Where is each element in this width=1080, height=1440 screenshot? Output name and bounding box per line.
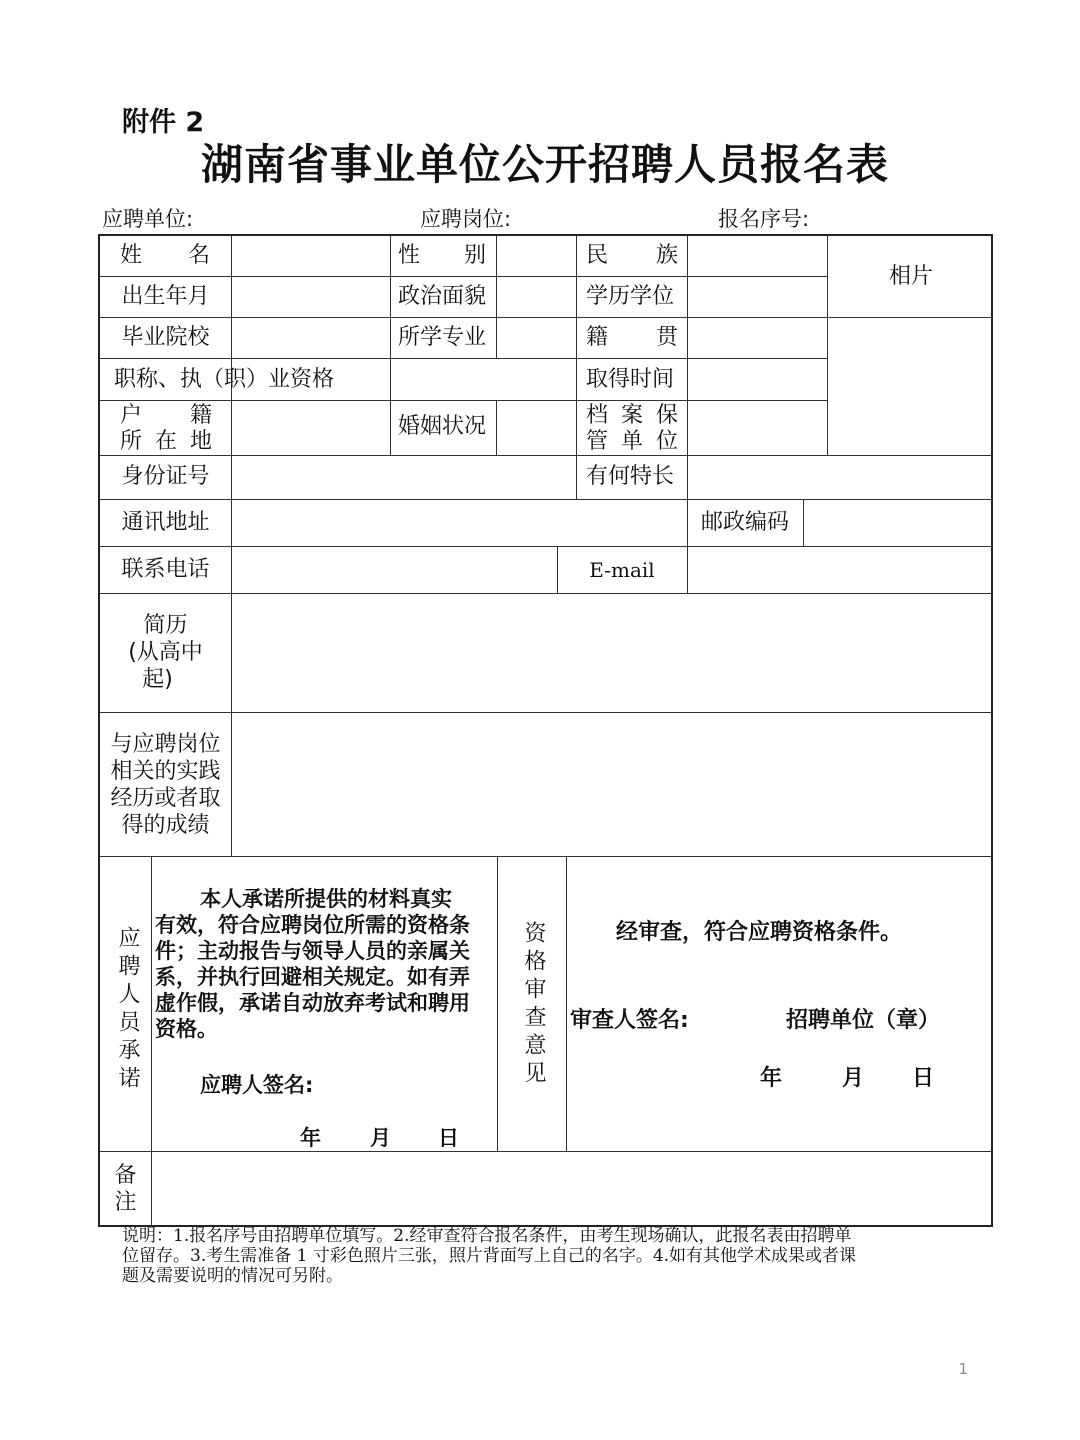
grid-line: [687, 546, 688, 593]
note-line1: 说明：1.报名序号由招聘单位填写。2.经审查符合报名条件，由考生现场确认，此报名表由招聘单: [122, 1226, 852, 1246]
degree-label: 学历学位: [586, 284, 675, 309]
id-number-input[interactable]: [233, 457, 574, 498]
practice-label-line4: 得的成绩: [121, 813, 210, 838]
reviewer-signature-label: 审查人签名:: [570, 1008, 689, 1033]
resume-label-line1: 简历: [143, 613, 188, 638]
applicant-signature-field[interactable]: [330, 1066, 490, 1102]
commitment-line5: 虚作假，承诺自动放弃考试和聘用: [155, 991, 470, 1015]
review-month: 月: [842, 1066, 865, 1091]
grid-line: [100, 546, 993, 547]
address-label: 通讯地址: [121, 510, 210, 535]
grid-line: [151, 856, 152, 1151]
obtain-time-label: 取得时间: [586, 367, 675, 392]
gender-input[interactable]: [498, 238, 574, 275]
grid-line: [496, 236, 497, 358]
grid-line: [100, 1151, 993, 1152]
ethnicity-input[interactable]: [689, 238, 825, 275]
qualification-label: 职称、执（职）业资格: [114, 367, 335, 392]
grid-line: [497, 856, 498, 1151]
practice-label-line2: 相关的实践: [110, 759, 221, 784]
phone-input[interactable]: [233, 548, 555, 592]
archive-label-line2: [586, 429, 678, 455]
ethnicity-label-b: 族: [655, 243, 678, 268]
marital-label: 婚姻状况: [398, 414, 487, 439]
practice-label-line3: 经历或者取: [110, 786, 221, 811]
grid-line: [100, 499, 993, 500]
photo-label: 相片: [888, 264, 933, 289]
archive-label-b1: 管: [586, 429, 609, 454]
commitment-line1: 本人承诺所提供的材料真实: [200, 887, 452, 911]
grid-line: [100, 856, 993, 857]
photo-area[interactable]: [829, 236, 993, 455]
practice-input[interactable]: [233, 714, 993, 855]
native-place-input[interactable]: [689, 319, 825, 357]
reviewer-signature-field[interactable]: [700, 1002, 780, 1038]
grid-line: [100, 593, 993, 594]
review-year: 年: [760, 1066, 783, 1091]
archive-label-a1: 档: [586, 403, 609, 428]
email-label: E-mail: [589, 558, 655, 582]
commitment-line4: 系，并执行回避相关规定。如有弄: [155, 965, 470, 989]
native-place-label-a: 籍: [586, 325, 609, 350]
email-input[interactable]: [689, 548, 993, 592]
archive-label-b3: 位: [655, 429, 678, 454]
commitment-line2: 有效，符合应聘岗位所需的资格条: [155, 913, 470, 937]
hukou-label-b3: 地: [189, 429, 212, 454]
major-label: 所学专业: [398, 325, 487, 350]
grid-line: [100, 400, 827, 401]
name-label-b: 名: [187, 243, 210, 268]
grid-line: [827, 236, 828, 455]
birth-label: 出生年月: [121, 284, 210, 309]
name-input[interactable]: [233, 238, 388, 275]
resume-label-line3: 起): [142, 667, 173, 692]
archive-input[interactable]: [689, 402, 825, 454]
registration-table: [98, 234, 993, 1227]
politics-input[interactable]: [498, 278, 574, 316]
recruiting-unit-seal-label: 招聘单位（章）: [786, 1008, 941, 1033]
grid-line: [687, 236, 688, 499]
birth-input[interactable]: [233, 278, 388, 316]
grid-line: [151, 1151, 152, 1227]
remarks-input[interactable]: [153, 1153, 993, 1227]
attachment-label: 附件 2: [122, 107, 205, 138]
commitment-line3: 件；主动报告与领导人员的亲属关: [155, 939, 470, 963]
name-label-a: 姓: [120, 243, 143, 268]
school-label: 毕业院校: [121, 325, 210, 350]
review-day: 日: [912, 1066, 935, 1091]
hukou-label-a2: 籍: [189, 403, 212, 428]
grid-line: [100, 276, 827, 277]
grid-line: [100, 455, 993, 456]
grid-line: [390, 236, 391, 455]
qualification-input[interactable]: [392, 360, 574, 399]
form-title: 湖南省事业单位公开招聘人员报名表: [200, 140, 889, 189]
hukou-label-b2: 在: [154, 429, 177, 454]
archive-label-b2: 单: [620, 429, 643, 454]
name-label: [120, 243, 210, 269]
review-vertical-label: 资格审查意见: [521, 921, 546, 1089]
applicant-day: 日: [438, 1126, 459, 1150]
specialty-input[interactable]: [689, 457, 993, 498]
page-number: 1: [958, 1360, 968, 1378]
native-place-label: [586, 325, 678, 351]
grid-line: [496, 400, 497, 455]
gender-label-a: 性: [398, 243, 421, 268]
hukou-label-a1: 户: [120, 403, 143, 428]
postcode-label: 邮政编码: [700, 510, 789, 535]
instructions-note: [122, 1226, 972, 1286]
practice-label-line1: 与应聘岗位: [110, 732, 221, 757]
resume-input[interactable]: [233, 595, 993, 711]
hukou-label-b1: 所: [120, 429, 143, 454]
phone-label: 联系电话: [121, 557, 210, 582]
gender-label-b: 别: [463, 243, 486, 268]
grid-line: [803, 499, 804, 546]
commitment-line6: 资格。: [155, 1017, 218, 1041]
hukou-label-line1: [120, 403, 212, 429]
note-line3: 题及需要说明的情况可另附。: [122, 1266, 343, 1286]
review-result: 经审查，符合应聘资格条件。: [616, 920, 903, 945]
archive-label-a2: 案: [620, 403, 643, 428]
commitment-vertical-label: 应聘人员承诺: [115, 926, 140, 1094]
marital-input[interactable]: [498, 402, 574, 454]
gender-label: [398, 243, 486, 269]
address-input[interactable]: [233, 501, 685, 545]
grid-line: [100, 712, 993, 713]
politics-label: 政治面貌: [398, 284, 487, 309]
degree-input[interactable]: [689, 278, 825, 316]
grid-line: [231, 236, 232, 856]
hukou-input[interactable]: [233, 402, 388, 454]
grid-line: [576, 236, 577, 499]
applicant-month: 月: [370, 1126, 391, 1150]
remarks-label-line1: 备: [114, 1163, 137, 1188]
ethnicity-label: [586, 243, 678, 269]
applicant-year: 年: [300, 1126, 321, 1150]
archive-label-line1: [586, 403, 678, 429]
postcode-input[interactable]: [805, 501, 993, 545]
major-input[interactable]: [498, 319, 574, 357]
obtain-time-input[interactable]: [689, 360, 825, 399]
header-serial-label: 报名序号:: [718, 207, 810, 231]
remarks-label-line2: 注: [114, 1190, 137, 1215]
header-unit-label: 应聘单位:: [102, 207, 194, 231]
hukou-label-line2: [120, 429, 212, 455]
resume-label-line2: (从高中: [128, 640, 203, 665]
applicant-signature-label: 应聘人签名:: [200, 1073, 314, 1097]
specialty-label: 有何特长: [586, 464, 675, 489]
native-place-label-b: 贯: [655, 325, 678, 350]
grid-line: [566, 856, 567, 1151]
id-number-label: 身份证号: [121, 464, 210, 489]
archive-label-a3: 保: [655, 403, 678, 428]
grid-line: [100, 358, 827, 359]
ethnicity-label-a: 民: [586, 243, 609, 268]
header-post-label: 应聘岗位:: [420, 207, 512, 231]
note-line2: 位留存。3.考生需准备 1 寸彩色照片三张，照片背面写上自己的名字。4.如有其他学术成果或者课: [122, 1246, 857, 1266]
school-input[interactable]: [233, 319, 388, 357]
